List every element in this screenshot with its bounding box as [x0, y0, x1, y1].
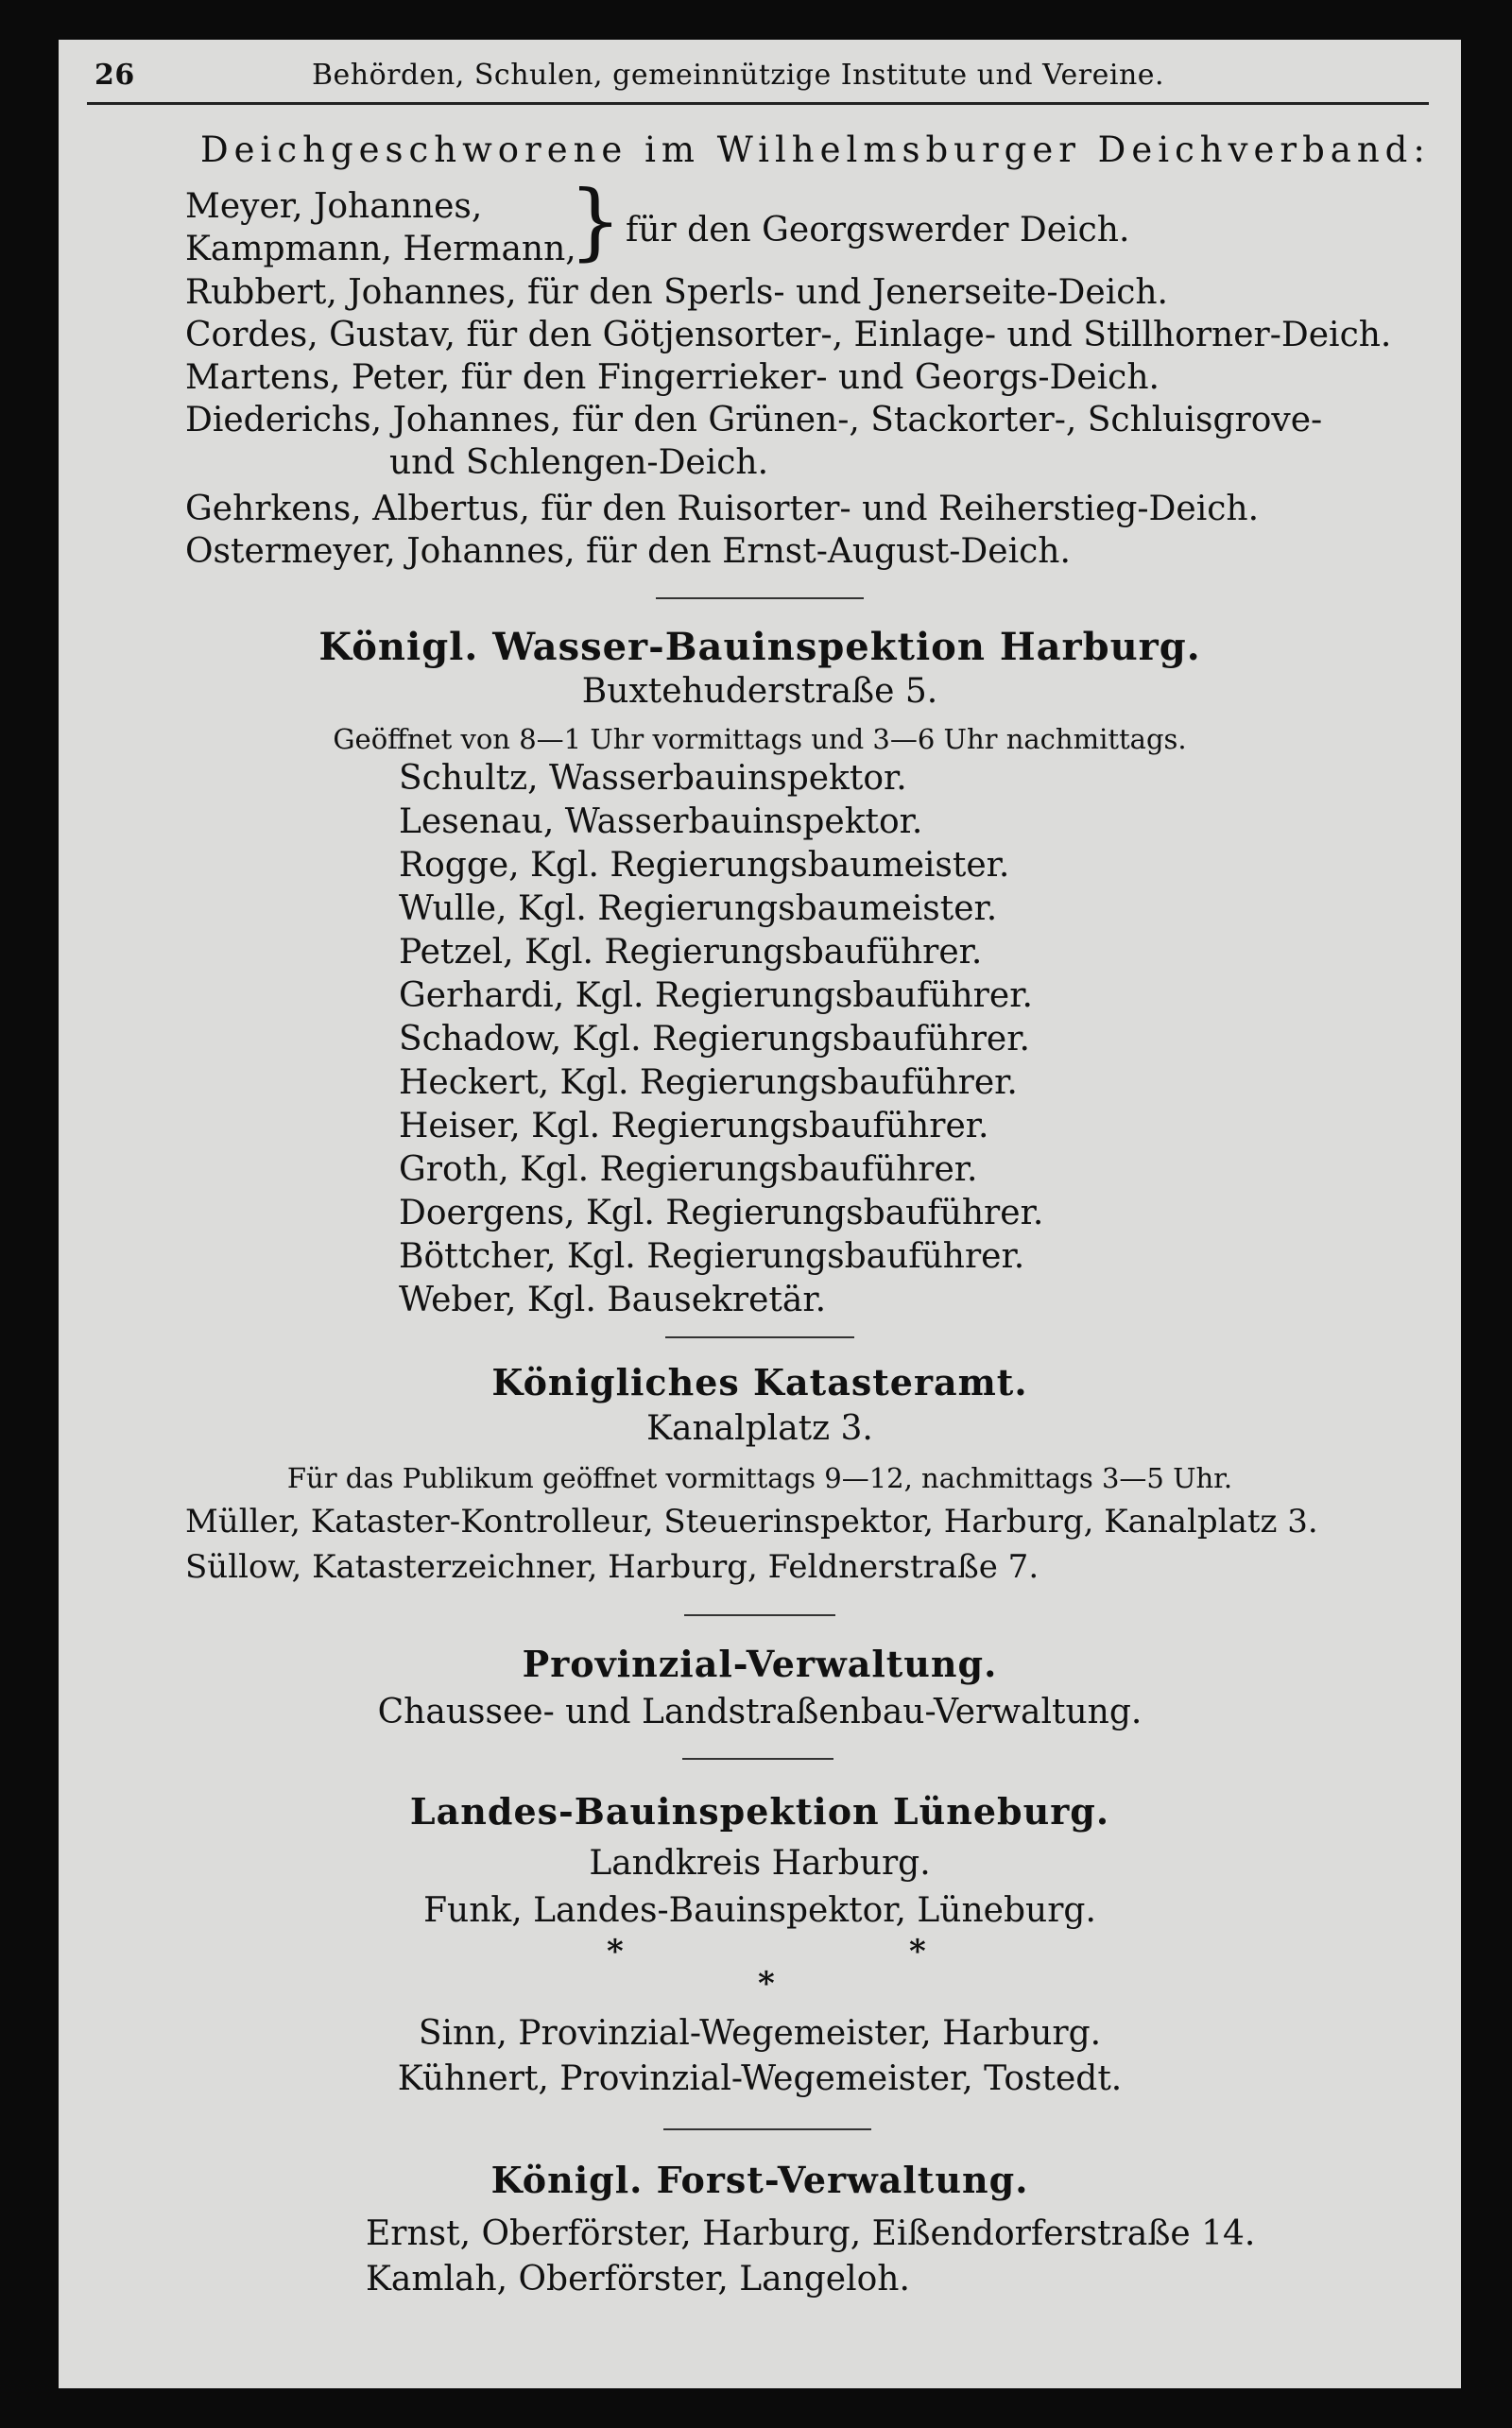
deich-brace-name-2: Kampmann, Hermann,	[185, 230, 576, 268]
header-rule	[87, 102, 1429, 105]
wasser-staff-12: Böttcher, Kgl. Regierungsbauführer.	[399, 1237, 1025, 1276]
landes-heading: Landes-Bauinspektion Lüneburg.	[409, 1790, 1110, 1833]
wasser-staff-11: Doergens, Kgl. Regierungsbauführer.	[399, 1194, 1044, 1232]
wasser-hours: Geöffnet von 8—1 Uhr vormittags und 3—6 Uhr nachmittags.	[333, 723, 1187, 755]
deich-line-2: Cordes, Gustav, für den Götjensorter-, Einlage- und Stillhorner-Deich.	[185, 316, 1392, 354]
forst-staff-1: Ernst, Oberförster, Harburg, Eißendorferstraße 14.	[366, 2214, 1256, 2253]
section-divider	[684, 1614, 835, 1616]
landes-staff-2: Kühnert, Provinzial-Wegemeister, Tostedt.	[397, 2059, 1123, 2098]
section-divider	[682, 1758, 833, 1760]
brace-symbol: }	[569, 172, 622, 269]
deich-line-5: und Schlengen-Deich.	[389, 443, 769, 482]
deich-line-7: Ostermeyer, Johannes, für den Ernst-August-Deich.	[185, 532, 1071, 571]
landes-head: Funk, Landes-Bauinspektor, Lüneburg.	[423, 1891, 1096, 1930]
deich-brace-text: für den Georgswerder Deich.	[626, 211, 1130, 250]
section-divider	[663, 2128, 871, 2130]
provinzial-subheading: Chaussee- und Landstraßenbau-Verwaltung.	[377, 1693, 1143, 1731]
wasser-staff-8: Heckert, Kgl. Regierungsbauführer.	[399, 1063, 1018, 1102]
wasser-staff-4: Wulle, Kgl. Regierungsbaumeister.	[399, 889, 998, 928]
asterism-star-center: *	[758, 1965, 775, 2003]
wasser-staff-7: Schadow, Kgl. Regierungsbauführer.	[399, 1020, 1030, 1059]
page-header	[94, 59, 1419, 100]
running-head: Behörden, Schulen, gemeinnützige Institute und Vereine.	[312, 59, 1165, 92]
forst-staff-2: Kamlah, Oberförster, Langeloh.	[366, 2260, 910, 2299]
wasser-heading: Königl. Wasser-Bauinspektion Harburg.	[318, 625, 1201, 669]
asterism-star-left: *	[607, 1933, 624, 1971]
provinzial-heading: Provinzial-Verwaltung.	[522, 1643, 998, 1685]
wasser-staff-2: Lesenau, Wasserbauinspektor.	[399, 802, 923, 841]
kataster-staff-1: Müller, Kataster-Kontrolleur, Steuerinspektor, Harburg, Kanalplatz 3.	[185, 1503, 1318, 1541]
landes-staff-1: Sinn, Provinzial-Wegemeister, Harburg.	[418, 2014, 1102, 2053]
kataster-heading: Königliches Katasteramt.	[491, 1361, 1028, 1403]
deich-line-6: Gehrkens, Albertus, für den Ruisorter- und Reiherstieg-Deich.	[185, 490, 1260, 528]
forst-heading: Königl. Forst-Verwaltung.	[490, 2159, 1029, 2201]
deich-brace-name-1: Meyer, Johannes,	[185, 187, 483, 226]
wasser-staff-10: Groth, Kgl. Regierungsbauführer.	[399, 1150, 978, 1189]
page-number: 26	[94, 59, 135, 92]
wasser-staff-6: Gerhardi, Kgl. Regierungsbauführer.	[399, 976, 1033, 1015]
kataster-hours: Für das Publikum geöffnet vormittags 9—12, nachmittags 3—5 Uhr.	[286, 1462, 1233, 1494]
section-divider	[656, 597, 864, 599]
landes-district: Landkreis Harburg.	[589, 1844, 931, 1883]
book-page	[59, 40, 1461, 2388]
wasser-staff-9: Heiser, Kgl. Regierungsbauführer.	[399, 1107, 989, 1145]
wasser-address: Buxtehuderstraße 5.	[581, 672, 938, 711]
deich-line-1: Rubbert, Johannes, für den Sperls- und Jenerseite-Deich.	[185, 273, 1168, 312]
wasser-staff-3: Rogge, Kgl. Regierungsbaumeister.	[399, 846, 1010, 885]
asterism-star-right: *	[909, 1933, 926, 1971]
deich-line-4: Diederichs, Johannes, für den Grünen-, Stackorter-, Schluisgrove-	[185, 401, 1323, 439]
wasser-staff-13: Weber, Kgl. Bausekretär.	[399, 1281, 827, 1319]
deich-line-3: Martens, Peter, für den Fingerrieker- und Georgs-Deich.	[185, 358, 1160, 397]
section-divider	[665, 1336, 854, 1338]
kataster-staff-2: Süllow, Katasterzeichner, Harburg, Feldnerstraße 7.	[185, 1548, 1040, 1586]
deich-title: Deichgeschworene im Wilhelmsburger Deichverband:	[200, 129, 1431, 170]
wasser-staff-5: Petzel, Kgl. Regierungsbauführer.	[399, 933, 983, 972]
wasser-staff-1: Schultz, Wasserbauinspektor.	[399, 759, 907, 798]
kataster-address: Kanalplatz 3.	[646, 1409, 873, 1448]
